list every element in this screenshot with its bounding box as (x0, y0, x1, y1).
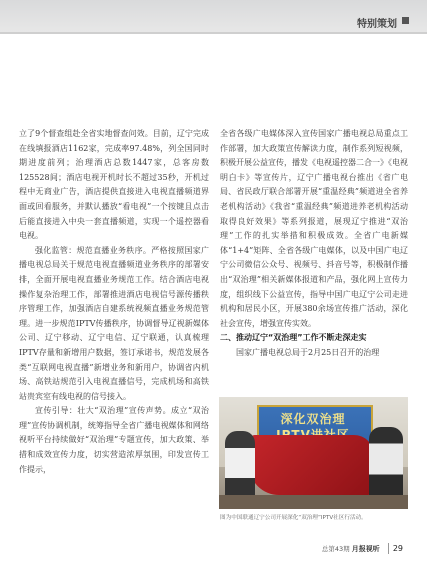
paragraph: 立了9个督查组赴全省实地督查问效。目前，辽宁完成在线填报酒店1162家，完成率97.48%，列全国同时期进度前列；治理酒店总数1447家，总客房数125528间；酒店电视开机时长不超过35秒，开机过程中无商业广告，酒店提供直接进入电视直播频道界面或回看服务，并默认播放“看电视”一个按键且点击后能直接进入中央一套直播频道，实现一个遥控器看电视。 (19, 129, 209, 241)
photo-caption: 图为中国联通辽宁公司开展深化“双治理”IPTV社区行活动。 (220, 515, 367, 521)
page-number: 29 (388, 543, 407, 554)
section-subheading: 二、推动辽宁“双治理”工作不断走深走实 (220, 333, 367, 343)
magazine-name: 月报视听 (351, 544, 380, 553)
left-column (19, 127, 209, 477)
board-text-line: 深化双治理 (280, 412, 346, 426)
section-marker-icon (402, 17, 409, 24)
section-label: 特别策划 (357, 19, 397, 30)
page-footer (322, 543, 407, 554)
photo-floor (219, 495, 408, 509)
issue-number: 总第43期 (321, 545, 350, 553)
paragraph: 强化监管：规范直播业务秩序。严格按照国家广播电视总局关于规范电视直播频道业务秩序的部署安排，全面开展电视直播业务规范工作。结合酒店电视操作复杂治理工作，部署推进酒店电视信号源传播秩序管理工作，加强酒店自建系统视频直播业务规范管理。进一步规范IPTV传播秩序，协调督导辽视新媒体公司、辽宁移动、辽宁电信、辽宁联通，认真梳理IPTV存量和新增用户数据，签订承诺书，规范发展各类“互联网电视直播”新增业务和新用户，协调省内机场、高铁站规范引入电视直播信号，完成机场和高铁站贵宾室有线电视的信号接入。 (19, 245, 209, 401)
paragraph: 全省各级广电媒体深入宣传国家广播电视总局重点工作部署，加大政策宣传解读力度，制作系列短视频，积极开展公益宣传，播发《电视遥控器二合一》《电视明白卡》等宣传片，辽宁广播电视台推出《省广电局、省民政厅联合部署开展“重温经典”频道进全省养老机构活动》《我省“重温经典”频道进养老机构活动取得良好效果》等系列报道，展现辽宁推进“双治理”工作的扎实举措和积极成效。全省广电新媒体“1+4”矩阵、全省各级广电媒体，以及中国广电辽宁公司微信公众号、视频号、抖音号等，积极制作播出“双治理”相关新媒体报道和产品，强化网上宣传力度，组织线下公益宣传，指导中国广电辽宁公司走进机构和居民小区，开展380余场宣传推广活动，深化社会宣传，增强宣传实效。 (220, 129, 408, 328)
paragraph: 宣传引导：壮大“双治理”宣传声势。成立“双治理”宣传协调机制，统筹指导全省广播电视媒体和网络视听平台持续做好“双治理”专题宣传，加大政策、举措和成效宣传力度，切实营造浓厚氛围，印发宣传工作提示， (19, 406, 209, 474)
event-photo (219, 397, 408, 509)
right-column (220, 127, 408, 361)
red-cloth (249, 435, 374, 495)
paragraph: 国家广播电视总局于2月25日召开的治理 (236, 347, 380, 357)
